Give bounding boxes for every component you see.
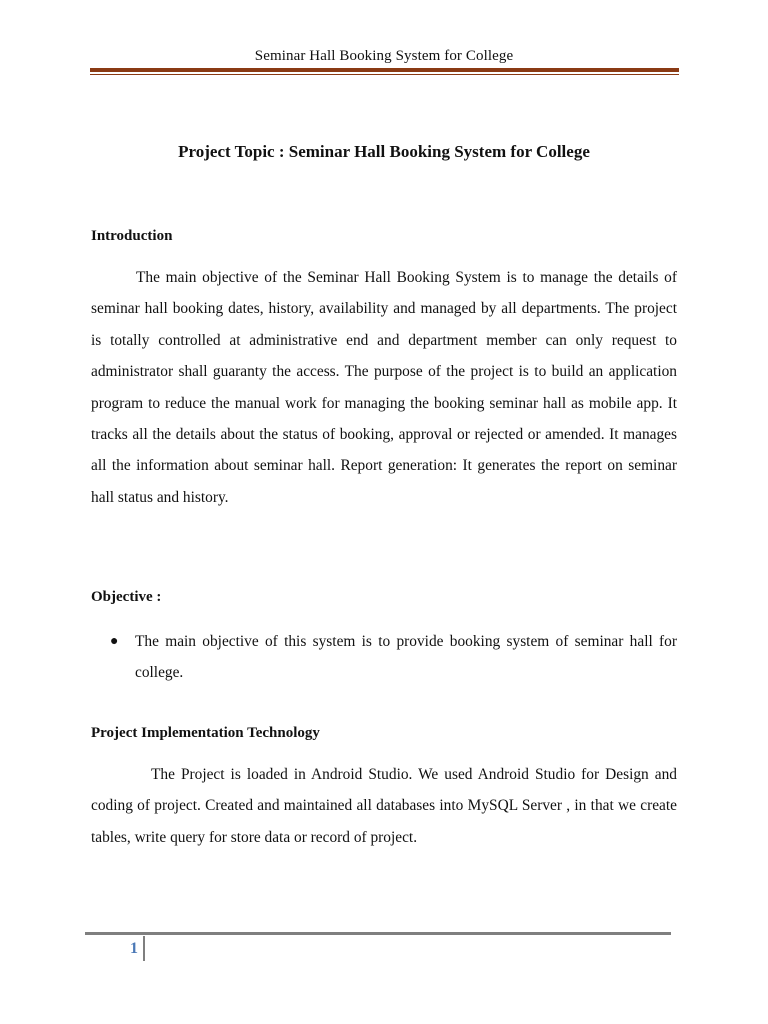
introduction-heading: Introduction [91, 228, 173, 244]
bullet-icon: ● [110, 634, 119, 649]
header-rule-thin [90, 74, 679, 75]
objective-item-text: The main objective of this system is to provide booking system of seminar hall for college. [135, 633, 677, 682]
header-rule-thick [90, 68, 679, 72]
objective-list-item [110, 626, 677, 689]
footer-rule [85, 932, 671, 935]
page-number-divider [143, 936, 145, 961]
introduction-paragraph: The main objective of the Seminar Hall Booking System is to manage the details of seminar hall booking dates, history, availability and managed by all departments. The project is totally controlled at administrative end and department member can only request to administrator shall guaranty the access. The purpose of the project is to build an application program to reduce the manual work for managing the booking seminar hall as mobile app. It tracks all the details about the status of booking, approval or rejected or amended. It manages all the information about seminar hall. Report generation: It generates the report on seminar hall status and history. [91, 269, 677, 506]
objective-heading: Objective : [91, 589, 162, 605]
page-number: 1 [130, 940, 138, 957]
document-title: Project Topic : Seminar Hall Booking System for College [178, 142, 590, 161]
running-header-title: Seminar Hall Booking System for College [254, 48, 514, 64]
implementation-heading: Project Implementation Technology [91, 725, 320, 741]
implementation-paragraph: The Project is loaded in Android Studio. We used Android Studio for Design and coding of project. Created and maintained all databases into MySQL Server , in that we create tables, write query for store data or record of project. [91, 766, 677, 846]
